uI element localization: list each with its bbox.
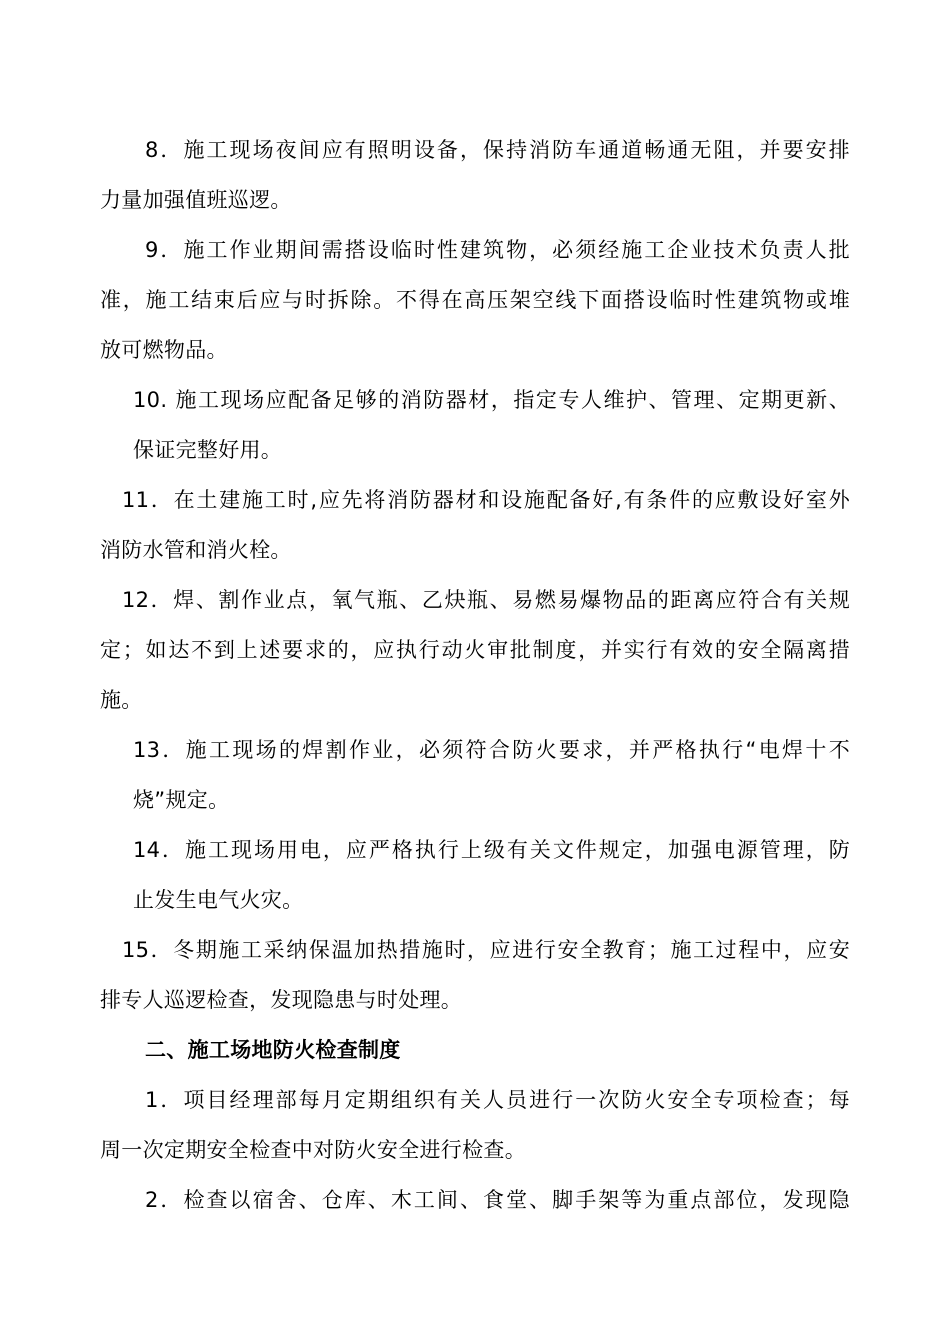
item-12-line-3: 施。 <box>100 688 143 712</box>
item-8-line-1: 8．施工现场夜间应有照明设备，保持消防车通道畅通无阻，并要安排 <box>145 138 850 162</box>
section-heading: 二、施工场地防火检查制度 <box>145 1038 401 1062</box>
item-14-line-1: 14．施工现场用电，应严格执行上级有关文件规定，加强电源管理，防 <box>133 838 850 862</box>
section-item-1-line-2: 周一次定期安全检查中对防火安全进行检查。 <box>100 1138 526 1162</box>
item-14-line-2: 止发生电气火灾。 <box>133 888 304 912</box>
item-12-line-2: 定；如达不到上述要求的，应执行动火审批制度，并实行有效的安全隔离措 <box>100 638 850 662</box>
item-15-line-2: 排专人巡逻检查，发现隐患与时处理。 <box>100 988 463 1012</box>
item-12-line-1: 12．焊、割作业点，氧气瓶、乙炔瓶、易燃易爆物品的距离应符合有关规 <box>122 588 850 612</box>
section-item-1-line-1: 1．项目经理部每月定期组织有关人员进行一次防火安全专项检查；每 <box>145 1088 850 1112</box>
item-9-line-3: 放可燃物品。 <box>100 338 228 362</box>
item-13-line-1: 13．施工现场的焊割作业，必须符合防火要求，并严格执行“电焊十不 <box>133 738 850 762</box>
item-9-line-2: 准，施工结束后应与时拆除。不得在高压架空线下面搭设临时性建筑物或堆 <box>100 288 850 312</box>
item-11-line-2: 消防水管和消火栓。 <box>100 538 292 562</box>
item-9-line-1: 9．施工作业期间需搭设临时性建筑物，必须经施工企业技术负责人批 <box>145 238 850 262</box>
item-8-line-2: 力量加强值班巡逻。 <box>100 188 292 212</box>
item-10-line-2: 保证完整好用。 <box>133 438 283 462</box>
item-10-line-1: 10. 施工现场应配备足够的消防器材，指定专人维护、管理、定期更新、 <box>133 388 850 412</box>
item-11-line-1: 11．在土建施工时,应先将消防器材和设施配备好,有条件的应敷设好室外 <box>122 488 850 512</box>
item-15-line-1: 15．冬期施工采纳保温加热措施时，应进行安全教育；施工过程中，应安 <box>122 938 850 962</box>
item-13-line-2: 烧”规定。 <box>133 788 230 812</box>
section-item-2-line-1: 2．检查以宿舍、仓库、木工间、食堂、脚手架等为重点部位，发现隐 <box>145 1188 850 1212</box>
